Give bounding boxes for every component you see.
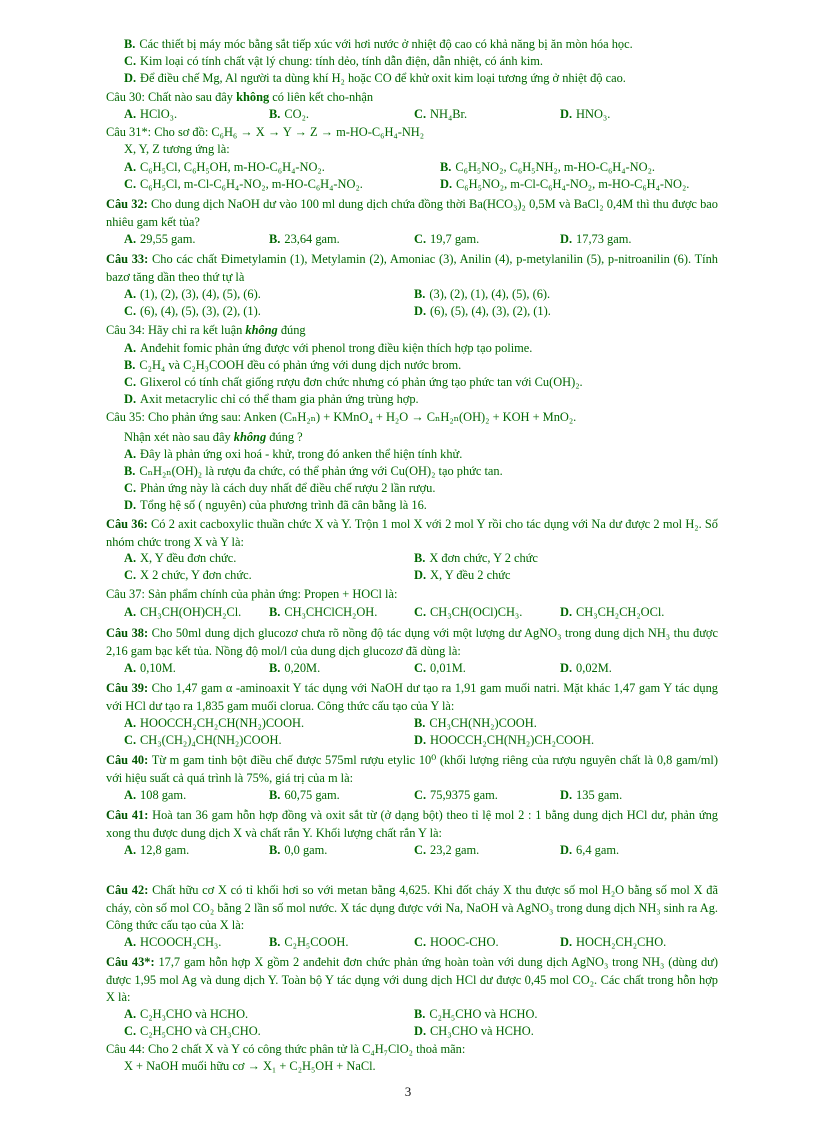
- question-41: [106, 807, 718, 842]
- option-a: A. X, Y đều đơn chức.: [124, 551, 237, 565]
- option-b: B. 23,64 gam.: [269, 232, 340, 246]
- option-text: CH₃CH(OH)CH₂Cl.: [140, 605, 242, 619]
- option-text: 0,02M.: [576, 661, 612, 675]
- option-b: B. 0,0 gam.: [269, 843, 328, 857]
- subline-end: đúng ?: [266, 430, 303, 444]
- option-text: 0,20M.: [284, 661, 321, 675]
- option-text: Axit metacrylic chỉ có thể tham gia phản ứng trùng hợp.: [140, 392, 419, 406]
- option-text: C₂H₃CHO và HCHO.: [140, 1007, 249, 1021]
- option-a: A. HCOOCH₂CH₃.: [124, 935, 222, 949]
- option-text: 6,4 gam.: [576, 843, 620, 857]
- option-b: B. C₂H₄ và C₂H₃COOH đều có phản ứng với dung dịch nước brom.: [124, 358, 462, 372]
- option-d: D. HNO₃.: [560, 107, 611, 121]
- question-42: [106, 882, 718, 935]
- option-text: C₂H₅COOH.: [284, 935, 349, 949]
- emphasis: không: [236, 90, 270, 104]
- option-d: D. Tổng hệ số ( nguyên) của phương trình đã cân bằng là 16.: [124, 498, 427, 512]
- option-text: HOOCCH₂CH(NH₂)CH₂COOH.: [430, 733, 595, 747]
- option-text: C₂H₅CHO và HCHO.: [429, 1007, 538, 1021]
- option-a: A. C₆H₅Cl, C₆H₅OH, m-HO-C₆H₄-NO₂.: [124, 160, 325, 174]
- option-d: D. HOCH₂CH₂CHO.: [560, 935, 667, 949]
- option-text: C₆H₅NO₂, m-Cl-C₆H₄-NO₂, m-HO-C₆H₄-NO₂.: [456, 177, 690, 191]
- question-stem: Cho phản ứng sau: Anken (CₙH₂ₙ) + KMnO₄ + H₂O → CₙH₂ₙ(OH)₂ + KOH + MnO₂.: [148, 410, 577, 424]
- option-b: B. CₙH₂ₙ(OH)₂ là rượu đa chức, có thể phản ứng với Cu(OH)₂ tạo phức tan.: [124, 464, 503, 478]
- option-a: A. HOOCCH₂CH₂CH(NH₂)COOH.: [124, 716, 305, 730]
- question-40: [106, 752, 718, 787]
- option-text: 17,73 gam.: [576, 232, 632, 246]
- option-c: C. 75,9375 gam.: [414, 788, 498, 802]
- question-stem: Cho 1,47 gam α -aminoaxit Y tác dụng với NaOH dư tạo ra 1,91 gam muối natri. Mặt khác 1,47 gam Y tác dụng với HCl dư tạo ra 1,835 gam muối clorua. Công thức cấu tạo của Y là:: [106, 681, 718, 713]
- option-c: C. X 2 chức, Y đơn chức.: [124, 568, 252, 582]
- option-d: D. X, Y đều 2 chức: [414, 568, 511, 582]
- option-text: C₂H₄ và C₂H₃COOH đều có phản ứng với dung dịch nước brom.: [139, 358, 462, 372]
- option-text: C₂H₅CHO và CH₃CHO.: [140, 1024, 261, 1038]
- option-c: C. (6), (4), (5), (3), (2), (1).: [124, 304, 261, 318]
- option-text: Đây là phản ứng oxi hoá - khử, trong đó anken thể hiện tính khử.: [140, 447, 463, 461]
- option-text: (3), (2), (1), (4), (5), (6).: [429, 287, 551, 301]
- option-a: A. HClO₃.: [124, 107, 178, 121]
- option-text: HOCH₂CH₂CHO.: [576, 935, 667, 949]
- option-text: X 2 chức, Y đơn chức.: [140, 568, 252, 582]
- option-text: 23,2 gam.: [430, 843, 480, 857]
- option-c: C. 23,2 gam.: [414, 843, 480, 857]
- option-text: Các thiết bị máy móc bằng sắt tiếp xúc với hơi nước ở nhiệt độ cao có khả năng bị ăn mòn hóa học.: [139, 37, 633, 51]
- option-a: A. (1), (2), (3), (4), (5), (6).: [124, 287, 261, 301]
- option-c: C. C₂H₅CHO và CH₃CHO.: [124, 1024, 261, 1038]
- option-c: C. CH₃(CH₂)₄CH(NH₂)COOH.: [124, 733, 282, 747]
- option-b: B. (3), (2), (1), (4), (5), (6).: [414, 287, 551, 301]
- question-stem: Chất hữu cơ X có tỉ khối hơi so với metan bằng 4,625. Khi đốt cháy X thu được số mol H₂O bằng số mol X đã cháy, còn số mol CO₂ bằng 2 lần số mol nước. X tác dụng được với Na, NaOH và AgNO₃ trong dung dịch NH₃ sinh ra Ag. Công thức cấu tạo của X là:: [106, 883, 718, 933]
- question-stem: Cho dung dịch NaOH dư vào 100 ml dung dịch chứa đồng thời Ba(HCO₃)₂ 0,5M và BaCl₂ 0,4M thì thu được bao nhiêu gam kết tủa?: [106, 197, 718, 229]
- question-36: [106, 516, 718, 551]
- option-d: D. 135 gam.: [560, 788, 623, 802]
- question-number: Câu 33:: [106, 252, 149, 266]
- option-text: NH₄Br.: [430, 107, 468, 121]
- option-b: B. C₆H₅NO₂, C₆H₅NH₂, m-HO-C₆H₄-NO₂.: [440, 160, 655, 174]
- page-number: 3: [404, 1084, 412, 1099]
- emphasis: không: [233, 430, 267, 444]
- subline-text: Nhận xét nào sau đây: [124, 430, 234, 444]
- option-text: C₆H₅Cl, m-Cl-C₆H₄-NO₂, m-HO-C₆H₄-NO₂.: [140, 177, 363, 191]
- question-33: [106, 251, 718, 286]
- option-d: D. 6,4 gam.: [560, 843, 620, 857]
- option-text: X đơn chức, Y 2 chức: [429, 551, 538, 565]
- option-text: Để điều chế Mg, Al người ta dùng khí H₂ hoặc CO để khử oxit kim loại tương ứng ở nhiệt độ cao.: [140, 71, 626, 85]
- option-text: (6), (4), (5), (3), (2), (1).: [140, 304, 261, 318]
- question-stem: Sản phẩm chính của phản ứng: Propen + HOCl là:: [148, 587, 398, 601]
- question-stem: Cho 2 chất X và Y có công thức phân tử là C₄H₇ClO₂ thoả mãn:: [148, 1042, 466, 1056]
- option-d: D. CH₃CH₂CH₂OCl.: [560, 605, 665, 619]
- option-d: D. 17,73 gam.: [560, 232, 632, 246]
- question-subline: X + NaOH muối hữu cơ → X₁ + C₂H₅OH + NaCl.: [124, 1059, 376, 1073]
- option-text: 29,55 gam.: [140, 232, 196, 246]
- option-d: D. CH₃CHO và HCHO.: [414, 1024, 534, 1038]
- question-stem: Từ m gam tinh bột điều chế được 575ml rượu etylic 10⁰ (khối lượng riêng của rượu nguyên chất là 0,8 gam/ml) với hiệu suất cả quá trình là 75%, giá trị của m là:: [106, 753, 718, 785]
- option-b: B. CO₂.: [269, 107, 310, 121]
- question-39: [106, 680, 718, 715]
- option-text: 0,10M.: [140, 661, 176, 675]
- option-text: HOOC-CHO.: [430, 935, 499, 949]
- question-44: [106, 1041, 465, 1059]
- option-d: D. HOOCCH₂CH(NH₂)CH₂COOH.: [414, 733, 595, 747]
- question-number: Câu 39:: [106, 681, 149, 695]
- option-a: A. 29,55 gam.: [124, 232, 196, 246]
- option-c: C. Kim loại có tính chất vật lý chung: tính dẻo, tính dẫn điện, dẫn nhiệt, có ánh kim.: [124, 54, 544, 68]
- question-stem: Hãy chỉ ra kết luận: [148, 323, 246, 337]
- option-b: B. X đơn chức, Y 2 chức: [414, 551, 538, 565]
- question-35: [106, 409, 576, 427]
- question-43: [106, 954, 718, 1007]
- question-stem: Cho các chất Đimetylamin (1), Metylamin (2), Amoniac (3), Anilin (4), p-metylanilin (5), p-nitroanilin (6). Tính bazơ tăng dần theo thứ tự là: [106, 252, 718, 284]
- question-number: Câu 37:: [106, 587, 145, 601]
- option-text: HNO₃.: [576, 107, 611, 121]
- question-number: Câu 38:: [106, 626, 149, 640]
- option-text: 0,01M.: [430, 661, 466, 675]
- option-text: Glixerol có tính chất giống rượu đơn chức nhưng có phản ứng tạo phức tan với Cu(OH)₂.: [140, 375, 583, 389]
- option-text: 108 gam.: [140, 788, 187, 802]
- option-text: 60,75 gam.: [284, 788, 340, 802]
- question-number: Câu 41:: [106, 808, 149, 822]
- option-text: Tổng hệ số ( nguyên) của phương trình đã cân bằng là 16.: [140, 498, 427, 512]
- option-text: X, Y đều đơn chức.: [140, 551, 237, 565]
- question-number: Câu 35:: [106, 410, 145, 424]
- option-b: B. 0,20M.: [269, 661, 321, 675]
- question-subline: X, Y, Z tương ứng là:: [124, 142, 230, 156]
- option-text: 23,64 gam.: [284, 232, 340, 246]
- option-a: A. 108 gam.: [124, 788, 187, 802]
- question-stem: 17,7 gam hỗn hợp X gồm 2 anđehit đơn chức phản ứng hoàn toàn với dung dịch AgNO₃ trong NH₃ (dùng dư) được 1,95 mol Ag và dung dịch Y. Toàn bộ Y tác dụng với dung dịch HCl dư được 0,45 mol CO₂. Các chất trong hỗn hợp X là:: [106, 955, 718, 1005]
- option-text: 135 gam.: [576, 788, 623, 802]
- question-stem: Hoà tan 36 gam hỗn hợp đồng và oxit sắt từ (ở dạng bột) theo tỉ lệ mol 2 : 1 bằng dung dịch HCl dư, phản ứng xong thu được dung dịch X và chất rắn Y. Khối lượng chất rắn Y là:: [106, 808, 719, 840]
- option-text: Kim loại có tính chất vật lý chung: tính dẻo, tính dẫn điện, dẫn nhiệt, có ánh kim.: [140, 54, 544, 68]
- option-text: C₆H₅NO₂, C₆H₅NH₂, m-HO-C₆H₄-NO₂.: [455, 160, 655, 174]
- question-stem: Cho 50ml dung dịch glucozơ chưa rõ nồng độ tác dụng với một lượng dư AgNO₃ trong dung dịch NH₃ thu được 2,16 gam bạc kết tủa. Nồng độ mol/l của dung dịch glucozơ đã dùng là:: [106, 626, 718, 658]
- question-number: Câu 30:: [106, 90, 145, 104]
- option-text: CH₃CH₂CH₂OCl.: [576, 605, 665, 619]
- question-32: [106, 196, 718, 231]
- question-number: Câu 40:: [106, 753, 149, 767]
- question-stem: Chất nào sau đây: [148, 90, 237, 104]
- option-text: CO₂.: [284, 107, 310, 121]
- option-a: A. Anđehit fomic phản ứng được với phenol trong điều kiện thích hợp tạo polime.: [124, 341, 533, 355]
- option-a: A. Đây là phản ứng oxi hoá - khử, trong đó anken thể hiện tính khử.: [124, 447, 463, 461]
- option-c: C. 19,7 gam.: [414, 232, 480, 246]
- question-number: Câu 36:: [106, 517, 148, 531]
- option-text: 19,7 gam.: [430, 232, 480, 246]
- question-number: Câu 34:: [106, 323, 145, 337]
- question-stem-end: có liên kết cho-nhận: [269, 90, 374, 104]
- option-text: CH₃CH(OCl)CH₃.: [430, 605, 523, 619]
- option-d: D. C₆H₅NO₂, m-Cl-C₆H₄-NO₂, m-HO-C₆H₄-NO₂.: [440, 177, 690, 191]
- option-c: C. 0,01M.: [414, 661, 466, 675]
- question-stem-end: đúng: [277, 323, 306, 337]
- option-b: B. Các thiết bị máy móc bằng sắt tiếp xúc với hơi nước ở nhiệt độ cao có khả năng bị ăn mòn hóa học.: [124, 37, 633, 51]
- option-d: D. 0,02M.: [560, 661, 612, 675]
- option-a: A. CH₃CH(OH)CH₂Cl.: [124, 605, 242, 619]
- option-c: C. Phản ứng này là cách duy nhất để điều chế rượu 2 lần rượu.: [124, 481, 436, 495]
- question-34: [106, 322, 306, 340]
- option-b: B. 60,75 gam.: [269, 788, 340, 802]
- option-c: C. C₆H₅Cl, m-Cl-C₆H₄-NO₂, m-HO-C₆H₄-NO₂.: [124, 177, 363, 191]
- option-text: 12,8 gam.: [140, 843, 190, 857]
- question-31: [106, 124, 424, 142]
- option-b: B. CH₃CHClCH₂OH.: [269, 605, 378, 619]
- option-text: HClO₃.: [140, 107, 178, 121]
- option-a: A. 12,8 gam.: [124, 843, 190, 857]
- question-37: [106, 586, 397, 604]
- option-text: Phản ứng này là cách duy nhất để điều chế rượu 2 lần rượu.: [140, 481, 436, 495]
- option-text: C₆H₅Cl, C₆H₅OH, m-HO-C₆H₄-NO₂.: [140, 160, 325, 174]
- option-a: A. 0,10M.: [124, 661, 176, 675]
- option-b: B. C₂H₅COOH.: [269, 935, 349, 949]
- question-number: Câu 42:: [106, 883, 149, 897]
- option-text: Anđehit fomic phản ứng được với phenol trong điều kiện thích hợp tạo polime.: [140, 341, 533, 355]
- option-text: HCOOCH₂CH₃.: [140, 935, 222, 949]
- question-number: Câu 31*:: [106, 125, 152, 139]
- option-text: 75,9375 gam.: [430, 788, 498, 802]
- option-b: B. CH₃CH(NH₂)COOH.: [414, 716, 537, 730]
- option-text: CH₃CHClCH₂OH.: [284, 605, 378, 619]
- option-d: D. (6), (5), (4), (3), (2), (1).: [414, 304, 551, 318]
- option-text: (6), (5), (4), (3), (2), (1).: [430, 304, 551, 318]
- option-c: C. CH₃CH(OCl)CH₃.: [414, 605, 523, 619]
- option-b: B. C₂H₅CHO và HCHO.: [414, 1007, 538, 1021]
- question-number: Câu 43*:: [106, 955, 155, 969]
- question-number: Câu 32:: [106, 197, 148, 211]
- option-text: CH₃CH(NH₂)COOH.: [429, 716, 537, 730]
- question-stem: Có 2 axit cacboxylic thuần chức X và Y. Trộn 1 mol X với 2 mol Y rồi cho tác dụng với Na dư được 2 mol H₂. Số nhóm chức trong X và Y là:: [106, 517, 718, 549]
- option-c: C. NH₄Br.: [414, 107, 468, 121]
- option-d: D. Axit metacrylic chỉ có thể tham gia phản ứng trùng hợp.: [124, 392, 419, 406]
- option-d: D. Để điều chế Mg, Al người ta dùng khí H₂ hoặc CO để khử oxit kim loại tương ứng ở nhiệt độ cao.: [124, 71, 626, 85]
- option-text: CₙH₂ₙ(OH)₂ là rượu đa chức, có thể phản ứng với Cu(OH)₂ tạo phức tan.: [139, 464, 503, 478]
- question-number: Câu 44:: [106, 1042, 145, 1056]
- question-stem: Cho sơ đồ: C₆H₆ → X → Y → Z → m-HO-C₆H₄-NH₂: [154, 125, 425, 139]
- option-text: X, Y đều 2 chức: [430, 568, 511, 582]
- option-a: A. C₂H₃CHO và HCHO.: [124, 1007, 249, 1021]
- option-text: HOOCCH₂CH₂CH(NH₂)COOH.: [140, 716, 305, 730]
- option-c: C. Glixerol có tính chất giống rượu đơn chức nhưng có phản ứng tạo phức tan với Cu(OH)₂.: [124, 375, 583, 389]
- option-text: 0,0 gam.: [284, 843, 328, 857]
- question-30: [106, 89, 373, 107]
- emphasis: không: [245, 323, 278, 337]
- option-text: (1), (2), (3), (4), (5), (6).: [140, 287, 261, 301]
- option-text: CH₃(CH₂)₄CH(NH₂)COOH.: [140, 733, 282, 747]
- option-text: CH₃CHO và HCHO.: [430, 1024, 534, 1038]
- option-c: C. HOOC-CHO.: [414, 935, 499, 949]
- question-38: [106, 625, 718, 660]
- question-subline: [124, 429, 303, 447]
